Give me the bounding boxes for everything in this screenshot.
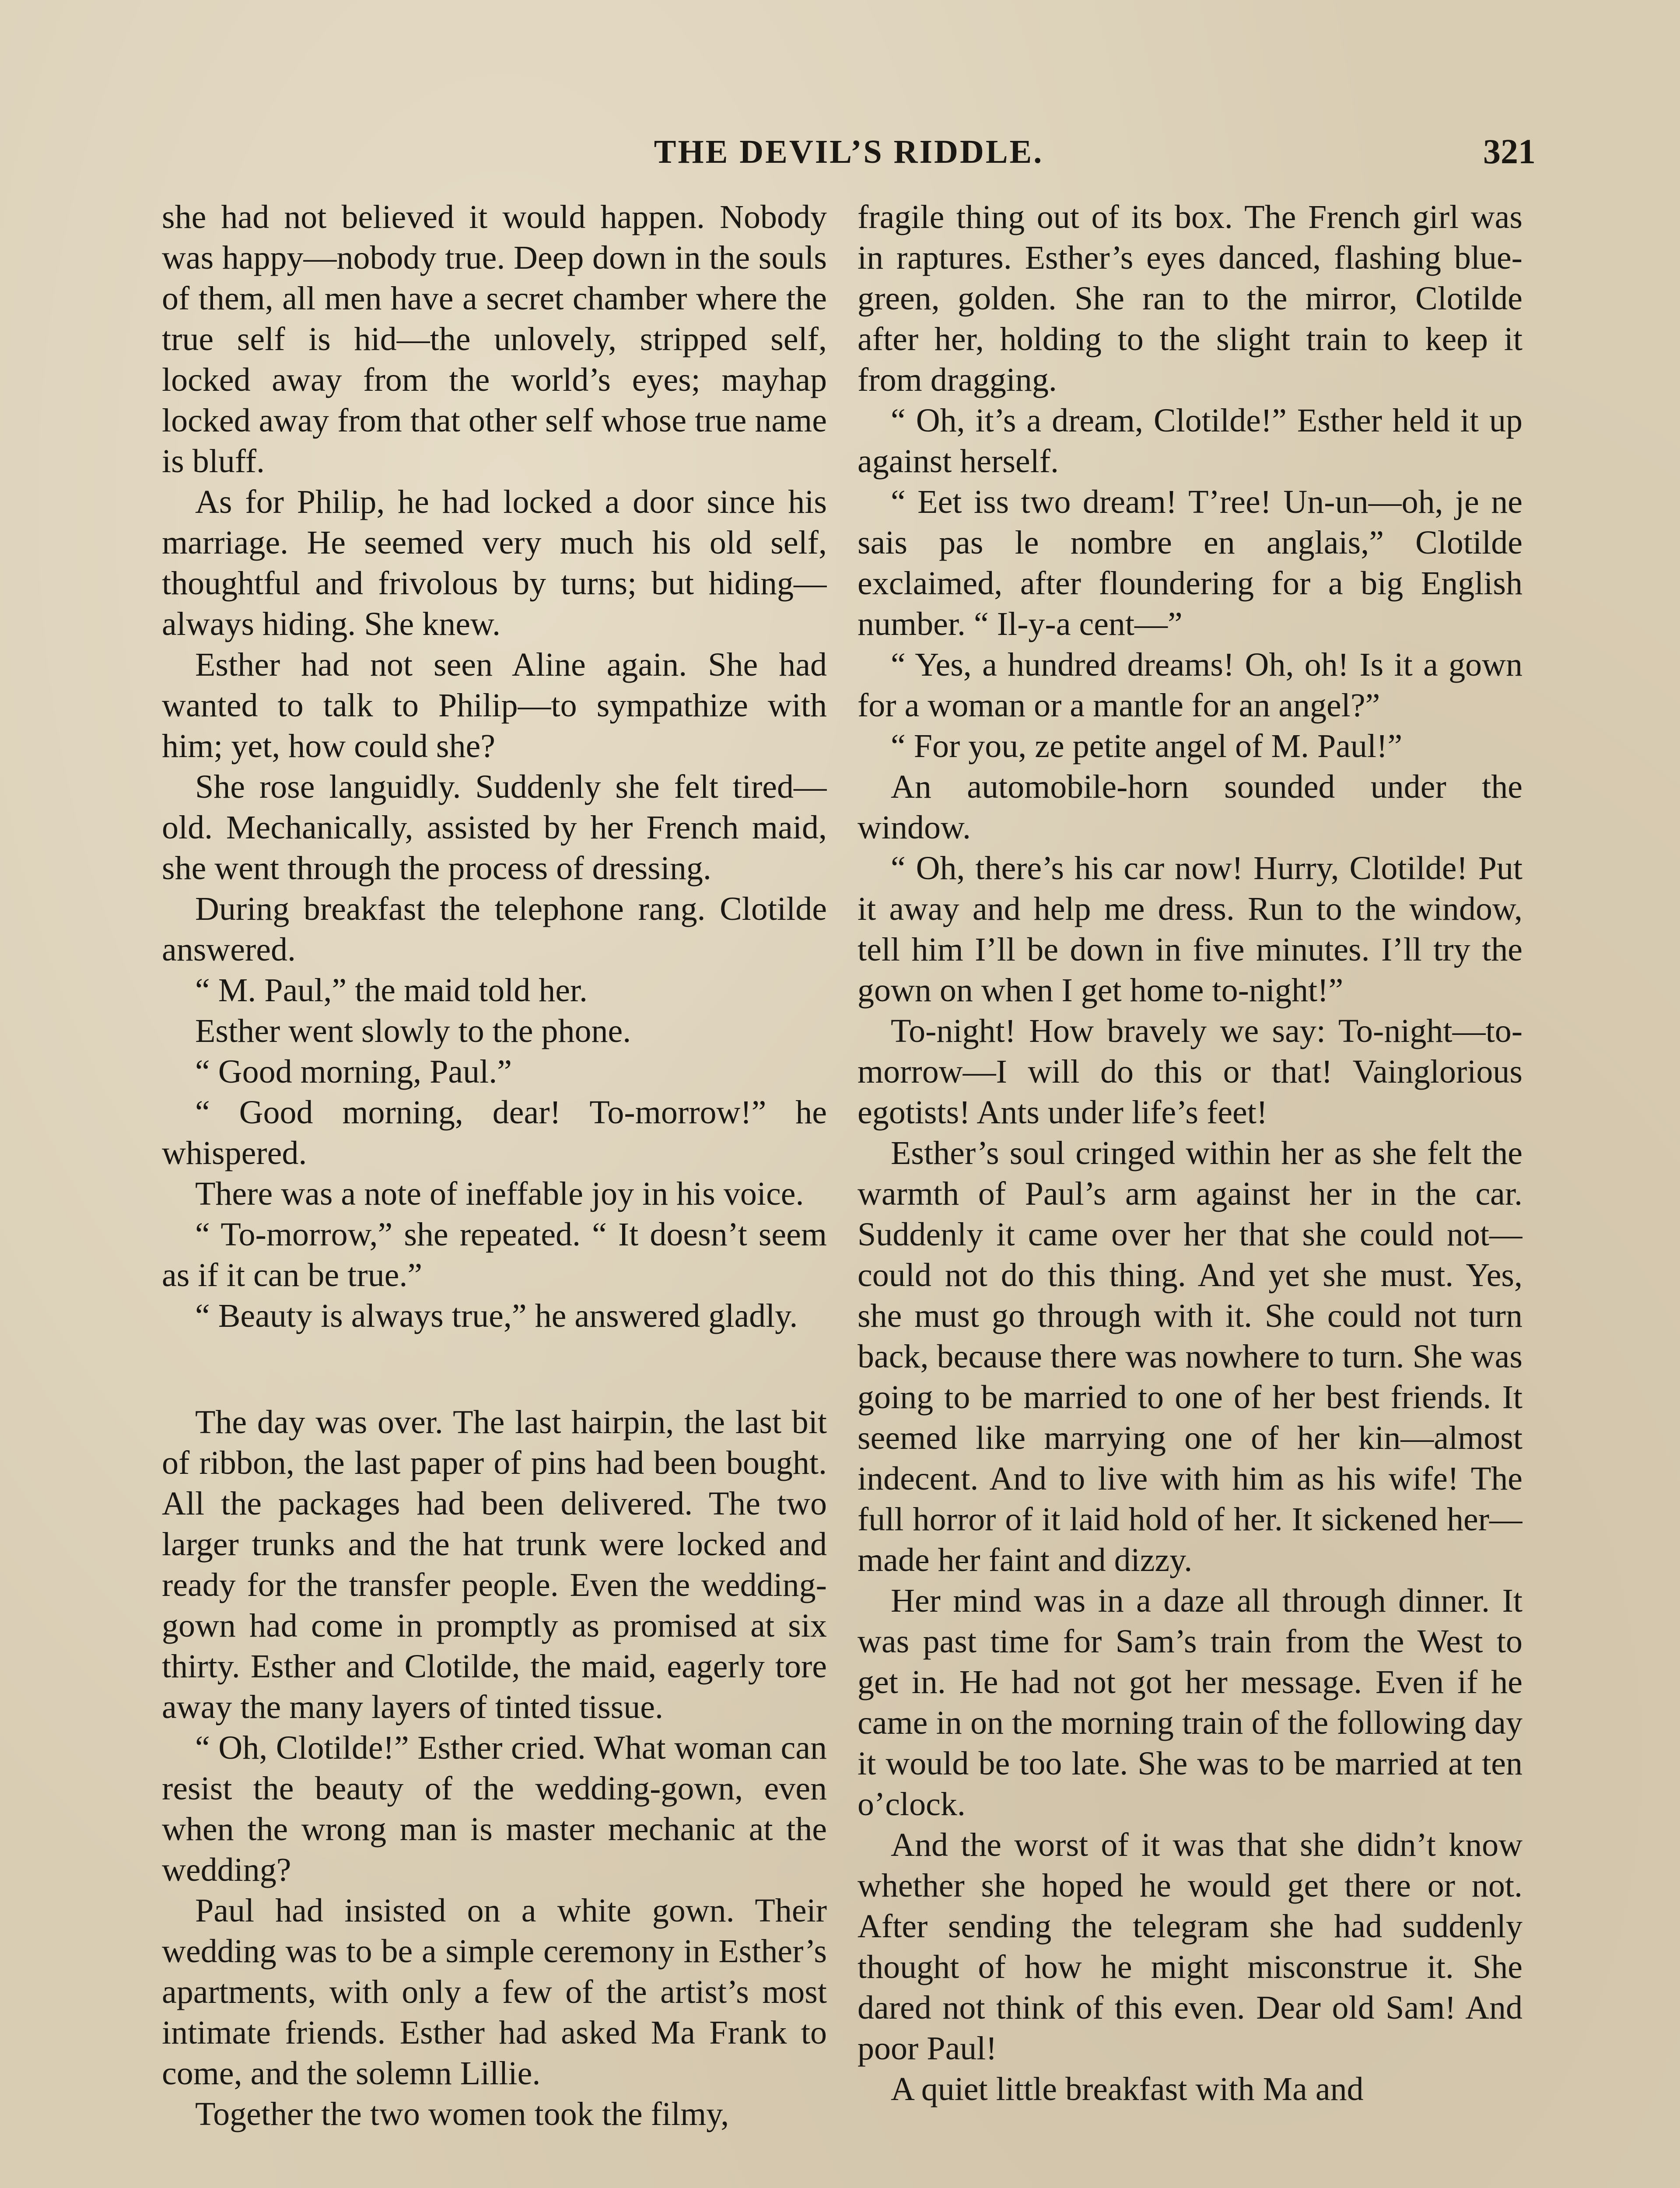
paragraph: she had not believed it would happen. Nobody was happy—nobody true. Deep down in the souls of them, all men have a secret chamber where the true self is hid—the unlovely, stripped self, locked away from the world’s eyes; mayhap locked away from that other self whose true name is bluff. [162, 199, 827, 480]
running-head [162, 128, 1536, 176]
paragraph: “ Good morning, dear! To-morrow!” he whispered. [162, 1094, 827, 1171]
paragraph: A quiet little breakfast with Ma and [891, 2071, 1364, 2107]
paragraph: “ Good morning, Paul.” [195, 1053, 512, 1090]
paragraph: Together the two women took the filmy, [195, 2096, 729, 2132]
paragraph: She rose languidly. Suddenly she felt tired—old. Mechanically, assisted by her French maid, she went through the process of dressing. [162, 768, 827, 887]
paragraph: Esther’s soul cringed within her as she felt the warmth of Paul’s arm against her in the car. Suddenly it came over her that she could not—could not do this thing. And yet she must. Yes, she must go through with it. She could not turn back, because there was nowhere to turn. She was going to be married to one of her best friends. It seemed like marrying one of her kin—almost indecent. And to live with him as his wife! The full horror of it laid hold of her. It sickened her—made her faint and dizzy. [858, 1135, 1522, 1578]
paragraph: Esther went slowly to the phone. [195, 1013, 631, 1049]
right-column [858, 197, 1522, 2188]
paragraph: Paul had insisted on a white gown. Their wedding was to be a simple ceremony in Esther’s apartments, with only a few of the artist’s most intimate friends. Esther had asked Ma Frank to come, and the solemn Lillie. [162, 1892, 827, 2092]
paragraph: “ To-morrow,” she repeated. “ It doesn’t seem as if it can be true.” [162, 1216, 827, 1294]
paragraph: And the worst of it was that she didn’t know whether she hoped he would get there or not. After sending the telegram she had suddenly thought of how he might misconstrue it. She dared not think of this even. Dear old Sam! And poor Paul! [858, 1827, 1522, 2067]
paragraph: There was a note of ineffable joy in his voice. [195, 1175, 804, 1212]
paragraph: As for Philip, he had locked a door since his marriage. He seemed very much his old self, thoughtful and frivolous by turns; but hiding—always hiding. She knew. [162, 484, 827, 642]
paragraph: “ Yes, a hundred dreams! Oh, oh! Is it a gown for a woman or a mantle for an angel?” [858, 646, 1522, 724]
paragraph: Esther had not seen Aline again. She had wanted to talk to Philip—to sympathize with him; yet, how could she? [162, 646, 827, 764]
paragraph: “ Eet iss two dream! T’ree! Un-un—oh, je ne sais pas le nombre en anglais,” Clotilde exclaimed, after floundering for a big English number. “ Il-y-a cent—” [858, 484, 1522, 642]
paragraph: During breakfast the telephone rang. Clotilde answered. [162, 891, 827, 968]
paragraph: Her mind was in a daze all through dinner. It was past time for Sam’s train from the West to get in. He had not got her message. Even if he came in on the morning train of the following day it would be too late. She was to be married at ten o’clock. [858, 1582, 1522, 1823]
paragraph: “ Beauty is always true,” he answered gladly. [195, 1297, 798, 1334]
paragraph: An automobile-horn sounded under the window. [858, 768, 1522, 846]
paragraph: To-night! How bravely we say: To-night—to-morrow—I will do this or that! Vainglorious egotists! Ants under life’s feet! [858, 1013, 1522, 1131]
paragraph: “ M. Paul,” the maid told her. [195, 972, 588, 1009]
paragraph: “ Oh, Clotilde!” Esther cried. What woman can resist the beauty of the wedding-gown, even when the wrong man is master mechanic at the wedding? [162, 1729, 827, 1888]
paragraph: “ Oh, there’s his car now! Hurry, Clotilde! Put it away and help me dress. Run to the window, tell him I’ll be down in five minutes. I’ll try the gown on when I get home to-night!” [858, 850, 1522, 1009]
left-column [162, 197, 827, 2188]
section-break [162, 1336, 827, 1402]
page-number: 321 [1483, 133, 1536, 171]
paragraph: fragile thing out of its box. The French girl was in raptures. Esther’s eyes danced, flashing blue-green, golden. She ran to the mirror, Clotilde after her, holding to the slight train to keep it from dragging. [858, 199, 1522, 398]
paragraph: The day was over. The last hairpin, the last bit of ribbon, the last paper of pins had been bought. All the packages had been delivered. The two larger trunks and the hat trunk were locked and ready for the transfer people. Even the wedding-gown had come in promptly as promised at six thirty. Esther and Clotilde, the maid, eagerly tore away the many layers of tinted tissue. [162, 1404, 827, 1725]
running-title: THE DEVIL’S RIDDLE. [654, 133, 1044, 170]
paragraph: “ For you, ze petite angel of M. Paul!” [891, 728, 1403, 764]
paragraph: “ Oh, it’s a dream, Clotilde!” Esther held it up against herself. [858, 402, 1522, 480]
